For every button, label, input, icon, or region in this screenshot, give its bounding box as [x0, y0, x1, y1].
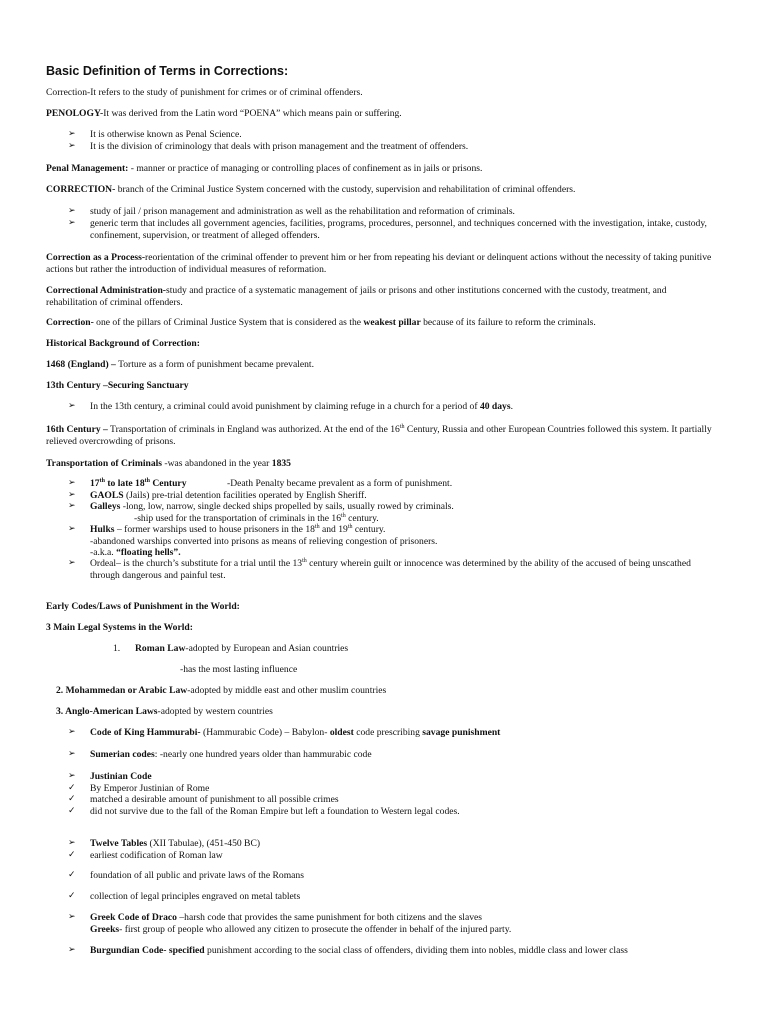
- sixteenth-century: 16th Century – Transportation of criminals in England was authorized. At the end of the 16th Century, Russia and other European Countries followed this system. It partially relieved overcrowding of prisons.: [46, 423, 712, 447]
- penal-management-definition: Penal Management: - manner or practice of managing or controlling places of confinement as in jails or prisons.: [46, 163, 483, 174]
- burgundian-code: Burgundian Code- specified punishment according to the social class of offenders, dividing them into nobles, middle class and lower class: [90, 945, 628, 956]
- hulks-continuation: -abandoned warships converted into prisons as means of relieving congestion of prisoners.: [90, 536, 438, 547]
- sanctuary-bullet: In the 13th century, a criminal could avoid punishment by claiming refuge in a church for a period of 40 days.: [90, 401, 513, 412]
- sumerian-codes: Sumerian codes: -nearly one hundred years older than hammurabic code: [90, 749, 372, 760]
- correction-bullet: generic term that includes all government agencies, facilities, programs, procedures, personnel, and techniques concerned with the investigation, intake, custody, confinement, supervision, or treatment of alleged offenders.: [90, 218, 707, 241]
- arrow-bullet-icon: ➢: [68, 912, 76, 922]
- justinian-point: By Emperor Justinian of Rome: [90, 783, 210, 794]
- arrow-bullet-icon: ➢: [68, 401, 76, 411]
- arrow-bullet-icon: ➢: [68, 524, 76, 534]
- ordeal-bullet: Ordeal– is the church’s substitute for a trial until the 13th century wherein guilt or innocence was determined by the ability of the accused of being unscathed through dangerous and painful test.: [90, 557, 691, 581]
- correction-branch-definition: CORRECTION- branch of the Criminal Justice System concerned with the custody, supervision and rehabilitation of criminal offenders.: [46, 184, 576, 195]
- justinian-point: matched a desirable amount of punishment to all possible crimes: [90, 794, 339, 805]
- document-title: Basic Definition of Terms in Corrections:: [46, 64, 289, 78]
- arrow-bullet-icon: ➢: [68, 218, 76, 228]
- galleys-bullet: Galleys -long, low, narrow, single decked ships propelled by sails, usually rowed by criminals.: [90, 501, 454, 512]
- check-icon: ✓: [68, 870, 76, 880]
- england-1468: 1468 (England) – Torture as a form of punishment became prevalent.: [46, 359, 314, 370]
- twelve-tables-point: collection of legal principles engraved on metal tablets: [90, 891, 301, 902]
- penology-definition: PENOLOGY-It was derived from the Latin word “POENA” which means pain or suffering.: [46, 108, 402, 119]
- transportation-of-criminals: Transportation of Criminals -was abandoned in the year 1835: [46, 458, 291, 469]
- correction-bullet: study of jail / prison management and administration as well as the rehabilitation and reformation of criminals.: [90, 206, 515, 217]
- hulks-bullet: Hulks – former warships used to house prisoners in the 18th and 19th century.: [90, 523, 386, 535]
- arabic-law: 2. Mohammedan or Arabic Law-adopted by middle east and other muslim countries: [56, 685, 387, 696]
- arrow-bullet-icon: ➢: [68, 501, 76, 511]
- anglo-american-law: 3. Anglo-American Laws-adopted by western countries: [56, 706, 273, 717]
- arrow-bullet-icon: ➢: [68, 206, 76, 216]
- floating-hells: -a.k.a. “floating hells”.: [90, 547, 181, 558]
- twelve-tables-point: foundation of all public and private laws of the Romans: [90, 870, 304, 881]
- roman-law-number: 1.: [113, 643, 121, 654]
- arrow-bullet-icon: ➢: [68, 490, 76, 500]
- check-icon: ✓: [68, 783, 76, 793]
- arrow-bullet-icon: ➢: [68, 478, 76, 488]
- galleys-continuation: -ship used for the transportation of criminals in the 16th century.: [134, 512, 379, 524]
- weakest-pillar-definition: Correction- one of the pillars of Criminal Justice System that is considered as the weakest pillar because of its failure to reform the criminals.: [46, 317, 596, 328]
- check-icon: ✓: [68, 891, 76, 901]
- arrow-bullet-icon: ➢: [68, 558, 76, 568]
- arrow-bullet-icon: ➢: [68, 129, 76, 139]
- justinian-point: did not survive due to the fall of the Roman Empire but left a foundation to Western legal codes.: [90, 806, 460, 817]
- draco-code: Greek Code of Draco –harsh code that provides the same punishment for both citizens and the slaves: [90, 912, 483, 923]
- correction-definition: Correction-It refers to the study of punishment for crimes or of criminal offenders.: [46, 87, 363, 98]
- hammurabi-code: Code of King Hammurabi- (Hammurabic Code) – Babylon- oldest code prescribing savage punishment: [90, 727, 501, 738]
- gaols-bullet: GAOLS (Jails) pre-trial detention facilities operated by English Sheriff.: [90, 490, 367, 501]
- arrow-bullet-icon: ➢: [68, 945, 76, 955]
- roman-law: Roman Law-adopted by European and Asian countries: [135, 643, 349, 654]
- roman-law-influence: -has the most lasting influence: [180, 664, 298, 675]
- arrow-bullet-icon: ➢: [68, 838, 76, 848]
- greeks-note: Greeks- first group of people who allowed any citizen to prosecute the offender in behalf of the injured party.: [90, 924, 512, 935]
- death-penalty-text: -Death Penalty became prevalent as a form of punishment.: [227, 478, 453, 489]
- legal-systems-heading: 3 Main Legal Systems in the World:: [46, 622, 193, 633]
- thirteenth-century-heading: 13th Century –Securing Sanctuary: [46, 380, 189, 391]
- correction-as-process: Correction as a Process-reorientation of the criminal offender to prevent him or her from repeating his deviant or delinquent actions without the necessity of taking punitive actions but rather the introduction of individual measures of reformation.: [46, 252, 712, 275]
- death-penalty-bullet: 17th to late 18th Century: [90, 477, 187, 489]
- check-icon: ✓: [68, 794, 76, 804]
- justinian-code: Justinian Code: [90, 771, 152, 782]
- check-icon: ✓: [68, 850, 76, 860]
- arrow-bullet-icon: ➢: [68, 749, 76, 759]
- twelve-tables-point: earliest codification of Roman law: [90, 850, 223, 861]
- arrow-bullet-icon: ➢: [68, 771, 76, 781]
- arrow-bullet-icon: ➢: [68, 141, 76, 151]
- correctional-administration: Correctional Administration-study and practice of a systematic management of jails or prisons and other institutions concerned with the custody, treatment, and rehabilitation of criminal offenders.: [46, 285, 667, 308]
- penology-bullet: It is otherwise known as Penal Science.: [90, 129, 242, 140]
- check-icon: ✓: [68, 806, 76, 816]
- early-codes-heading: Early Codes/Laws of Punishment in the World:: [46, 601, 240, 612]
- twelve-tables: Twelve Tables (XII Tabulae), (451-450 BC): [90, 838, 261, 849]
- penology-bullet: It is the division of criminology that deals with prison management and the treatment of offenders.: [90, 141, 469, 152]
- history-heading: Historical Background of Correction:: [46, 338, 200, 349]
- arrow-bullet-icon: ➢: [68, 727, 76, 737]
